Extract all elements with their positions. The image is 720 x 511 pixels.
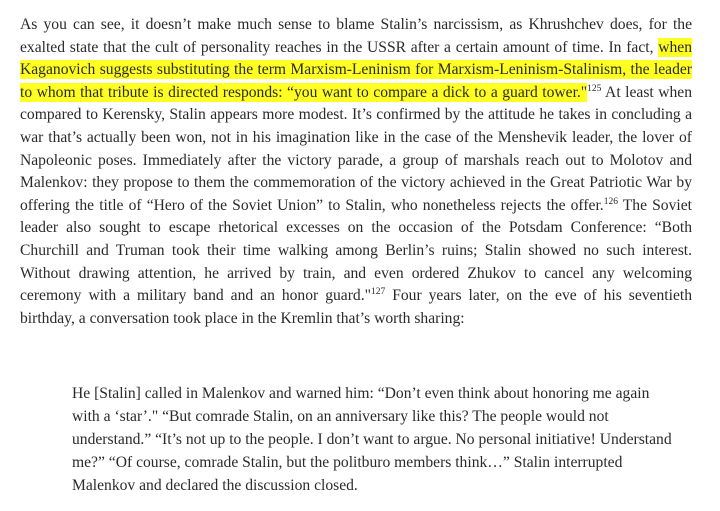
block-quote: He [Stalin] called in Malenkov and warned him: “Don’t even think about honoring me again with a ‘star’." “But comrade Stalin, on an anniversary like this? The people would not understand.” “It’s not up to the people. I don’t want to argue. No personal initiative! Understand me?” “Of course, comrade Stalin, but the politburo members think…” Stalin interrupted Malenkov and declared the discussion closed. xyxy=(72,385,672,494)
paragraph-text-mid-1: At least when compared to Kerensky, Stalin appears more modest. It’s confirmed by the attitude he takes in concluding a war that’s actually been won, not in his imagination like in the case of the Menshevik leader, the lover of Napoleonic poses. Immediately after the victory parade, a group of marshals reach out to Molotov and Malenkov: they propose to them the commemoration of the victory achieved in the Great Patriotic War by offering the title of “Hero of the Soviet Union” to Stalin, who nonetheless rejects the offer. xyxy=(20,83,692,214)
body-paragraph xyxy=(20,14,692,330)
footnote-ref-127[interactable]: 127 xyxy=(370,286,386,297)
paragraph-text-before: As you can see, it doesn’t make much sense to blame Stalin’s narcissism, as Khrushchev does, for the exalted state that the cult of personality reaches in the USSR after a certain amount of time. In fact, xyxy=(20,16,692,56)
highlighted-passage[interactable]: when Kaganovich suggests substituting the term Marxism-Leninism for Marxism-Leninism-Stalinism, the leader to whom that tribute is directed responds: “you want to compare a dick to a guard tower." xyxy=(20,38,692,101)
footnote-ref-125[interactable]: 125 xyxy=(587,83,602,94)
paragraph-text-end: Four years later, on the eve of his seventieth birthday, a conversation took place in the Kremlin that’s worth sharing: xyxy=(20,287,692,327)
footnote-ref-126[interactable]: 126 xyxy=(603,196,618,207)
paragraph-text-mid-2: The Soviet leader also sought to escape rhetorical excesses on the occasion of the Potsdam Conference: “Both Churchill and Truman took their time walking among Berlin’s ruins; Stalin showed no such interest. Without drawing attention, he arrived by train, and even ordered Zhukov to cancel any welcoming ceremony with a military band and an honor guard." xyxy=(20,196,692,305)
